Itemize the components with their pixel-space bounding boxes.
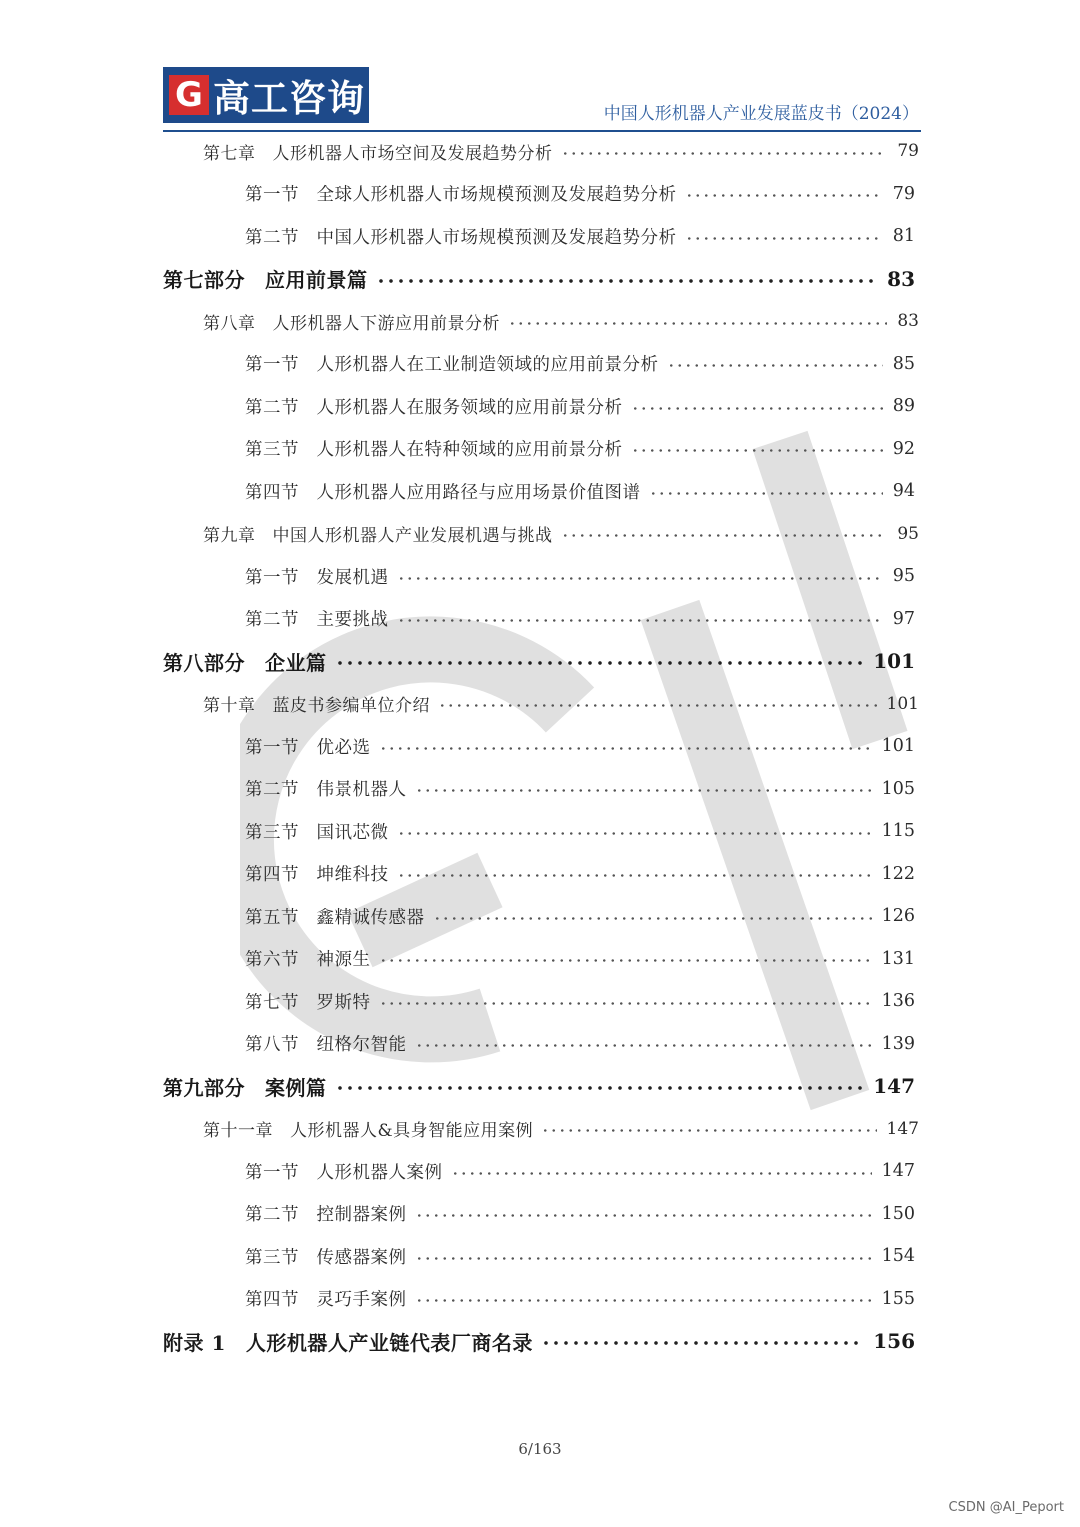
toc-entry-page: 95 [897,523,919,544]
toc-entry-section[interactable] [163,385,921,428]
toc-entry-title: 案例篇 [265,1075,327,1100]
toc-entry-number: 第二节 [245,227,299,248]
toc-entry-label [245,351,659,376]
toc-entry-label [245,394,623,419]
toc-entry-number: 第八节 [245,1035,299,1056]
dot-leader [541,1129,876,1132]
dot-leader [397,832,872,835]
toc-entry-number: 第五节 [245,907,299,928]
toc-entry-page: 95 [892,566,915,587]
toc-entry-title: 传感器案例 [316,1247,407,1268]
toc-entry-page: 150 [881,1203,915,1224]
toc-entry-part[interactable] [163,1065,921,1108]
toc-entry-title: 神源生 [316,950,371,971]
toc-entry-number: 第六节 [245,950,299,971]
dot-leader [415,789,872,792]
toc-entry-section[interactable] [163,768,921,811]
toc-entry-number: 第二节 [245,1205,299,1226]
toc-entry-title: 人形机器人在特种领域的应用前景分析 [316,440,623,461]
toc-entry-label [245,1244,407,1269]
toc-entry-title: 发展机遇 [316,567,389,588]
toc-entry-chapter[interactable] [163,130,921,173]
toc-entry-section[interactable] [163,938,921,981]
toc-entry-number: 第八部分 [163,650,245,675]
toc-entry-number: 第七节 [245,992,299,1013]
dot-leader [415,1044,872,1047]
toc-entry-section[interactable] [163,1023,921,1066]
toc-entry-section[interactable] [163,725,921,768]
dot-leader [667,364,883,367]
toc-entry-number: 第七章 [203,143,256,164]
toc-entry-page: 79 [892,183,915,204]
dot-leader [415,1257,872,1260]
toc-entry-number: 第二节 [245,610,299,631]
toc-entry-title: 国讯芯微 [316,822,389,843]
dot-leader [415,1214,872,1217]
toc-entry-page: 101 [881,736,915,757]
toc-entry-page: 105 [881,778,915,799]
source-credit: CSDN @AI_Peport [948,1500,1064,1515]
toc-entry-label [245,479,641,504]
dot-leader [561,152,888,155]
toc-entry-number: 第四节 [245,865,299,886]
logo-mark: G [169,75,209,115]
toc-entry-section[interactable] [163,1278,921,1321]
toc-entry-title: 应用前景篇 [265,268,368,293]
toc-entry-section[interactable] [163,428,921,471]
toc-entry-section[interactable] [163,810,921,853]
toc-entry-section[interactable] [163,343,921,386]
logo-text: 高工咨询 [213,77,365,120]
toc-entry-number: 第一节 [245,185,299,206]
toc-entry-title: 伟景机器人 [316,780,407,801]
dot-leader [335,661,864,665]
toc-entry-label [245,1286,407,1311]
dot-leader [649,492,883,495]
toc-entry-number: 第四节 [245,482,299,503]
toc-entry-page: 115 [881,821,915,842]
toc-entry-number: 第一节 [245,737,299,758]
toc-entry-label [245,181,677,206]
toc-entry-page: 139 [881,1033,915,1054]
dot-leader [631,407,883,410]
toc-entry-part[interactable] [163,258,921,301]
toc-entry-page: 147 [881,1161,915,1182]
toc-entry-number: 第十一章 [203,1121,273,1142]
toc-entry-number: 第一节 [245,355,299,376]
toc-entry-label [245,224,677,249]
gaogong-logo [163,67,369,123]
toc-entry-label [245,1201,407,1226]
toc-entry-section[interactable] [163,215,921,258]
toc-entry-page: 79 [897,141,919,162]
dot-leader [433,917,872,920]
toc-entry-number: 第四节 [245,1290,299,1311]
dot-leader [631,449,883,452]
toc-entry-chapter[interactable] [163,683,921,726]
toc-entry-page: 147 [873,1074,915,1099]
toc-entry-page: 97 [892,608,915,629]
toc-entry-label [163,1327,533,1356]
toc-entry-label [245,946,371,971]
toc-entry-page: 136 [881,991,915,1012]
toc-entry-page: 101 [886,693,919,714]
toc-entry-title: 蓝皮书参编单位介绍 [272,696,430,717]
toc-entry-label [245,861,389,886]
toc-entry-title: 人形机器人应用路径与应用场景价值图谱 [316,482,641,503]
toc-entry-section[interactable] [163,980,921,1023]
toc-entry-title: 人形机器人在服务领域的应用前景分析 [316,397,623,418]
toc-entry-title: 中国人形机器人产业发展机遇与挑战 [272,526,553,547]
toc-entry-number: 第十章 [203,696,256,717]
toc-entry-section[interactable] [163,895,921,938]
toc-entry-label [163,1072,327,1101]
toc-entry-section[interactable] [163,853,921,896]
dot-leader [335,1086,864,1090]
toc-entry-number: 第三节 [245,822,299,843]
dot-leader [685,237,883,240]
dot-leader [561,534,888,537]
toc-entry-page: 126 [881,906,915,927]
toc-entry-title: 鑫精诚传感器 [316,907,425,928]
dot-leader [541,1341,863,1345]
toc-entry-number: 第九章 [203,526,256,547]
toc-entry-number: 第二节 [245,780,299,801]
toc-entry-title: 坤维科技 [316,865,389,886]
dot-leader [451,1172,872,1175]
toc-entry-page: 92 [892,438,915,459]
toc-entry-section[interactable] [163,1193,921,1236]
table-of-contents [163,130,921,1363]
toc-entry-title: 纽格尔智能 [316,1035,407,1056]
toc-entry-label [245,819,389,844]
toc-entry-section[interactable] [163,470,921,513]
dot-leader [415,1299,872,1302]
toc-entry-chapter[interactable] [163,300,921,343]
toc-entry-label [245,734,371,759]
toc-entry-label [203,521,553,546]
toc-entry-number: 第一节 [245,1162,299,1183]
toc-entry-number: 第九部分 [163,1075,245,1100]
toc-entry-page: 83 [897,311,919,332]
toc-entry-label [203,139,553,164]
toc-entry-number: 第七部分 [163,268,245,293]
toc-entry-label [245,1031,407,1056]
toc-entry-page: 147 [886,1118,919,1139]
toc-entry-section[interactable] [163,1150,921,1193]
toc-entry-section[interactable] [163,555,921,598]
toc-entry-number: 第三节 [245,440,299,461]
toc-entry-label [245,776,407,801]
document-title: 中国人形机器人产业发展蓝皮书（2024） [603,104,919,124]
toc-entry-page: 131 [881,948,915,969]
toc-entry-page: 85 [892,353,915,374]
dot-leader [397,874,872,877]
toc-entry-title: 人形机器人&具身智能应用案例 [290,1121,534,1142]
toc-entry-title: 企业篇 [265,650,327,675]
dot-leader [376,279,878,283]
toc-entry-page: 94 [892,481,915,502]
toc-entry-page: 155 [881,1288,915,1309]
toc-entry-title: 控制器案例 [316,1205,407,1226]
toc-entry-title: 主要挑战 [316,610,389,631]
toc-entry-title: 优必选 [316,737,371,758]
toc-entry-label [245,1159,443,1184]
toc-entry-title: 中国人形机器人市场规模预测及发展趋势分析 [316,227,677,248]
page-header [163,66,921,132]
toc-entry-label [203,1116,533,1141]
toc-entry-title: 人形机器人下游应用前景分析 [272,313,500,334]
toc-entry-title: 全球人形机器人市场规模预测及发展趋势分析 [316,185,677,206]
toc-entry-section[interactable] [163,1235,921,1278]
toc-entry-section[interactable] [163,598,921,641]
toc-entry-section[interactable] [163,173,921,216]
toc-entry-chapter[interactable] [163,1108,921,1151]
dot-leader [508,322,887,325]
toc-entry-page: 156 [873,1329,915,1354]
toc-entry-title: 人形机器人在工业制造领域的应用前景分析 [316,355,659,376]
toc-entry-page: 83 [887,266,915,291]
dot-leader [397,577,883,580]
toc-entry-title: 人形机器人案例 [316,1162,443,1183]
dot-leader [379,959,872,962]
toc-entry-number: 第二节 [245,397,299,418]
dot-leader [397,619,883,622]
toc-entry-label [245,436,623,461]
toc-entry-label [203,691,430,716]
toc-entry-label [163,647,327,676]
dot-leader [685,194,883,197]
toc-entry-number: 第一节 [245,567,299,588]
toc-entry-title: 人形机器人产业链代表厂商名录 [245,1330,533,1355]
toc-entry-label [163,264,368,293]
toc-entry-part[interactable] [163,640,921,683]
dot-leader [379,747,872,750]
dot-leader [379,1002,872,1005]
toc-entry-number: 附录 1 [163,1330,226,1355]
toc-entry-page: 89 [892,396,915,417]
toc-entry-title: 灵巧手案例 [316,1290,407,1311]
dot-leader [438,704,877,707]
toc-entry-label [203,309,500,334]
toc-entry-page: 81 [892,226,915,247]
toc-entry-title: 人形机器人市场空间及发展趋势分析 [272,143,553,164]
toc-entry-page: 101 [873,649,915,674]
toc-entry-number: 第八章 [203,313,256,334]
toc-entry-number: 第三节 [245,1247,299,1268]
toc-entry-label [245,989,371,1014]
toc-entry-page: 154 [881,1246,915,1267]
toc-entry-label [245,606,389,631]
toc-entry-page: 122 [881,863,915,884]
page-number: 6/163 [518,1440,562,1458]
toc-entry-title: 罗斯特 [316,992,371,1013]
toc-entry-label [245,564,389,589]
toc-entry-part[interactable] [163,1320,921,1363]
toc-entry-label [245,904,425,929]
toc-entry-chapter[interactable] [163,513,921,556]
